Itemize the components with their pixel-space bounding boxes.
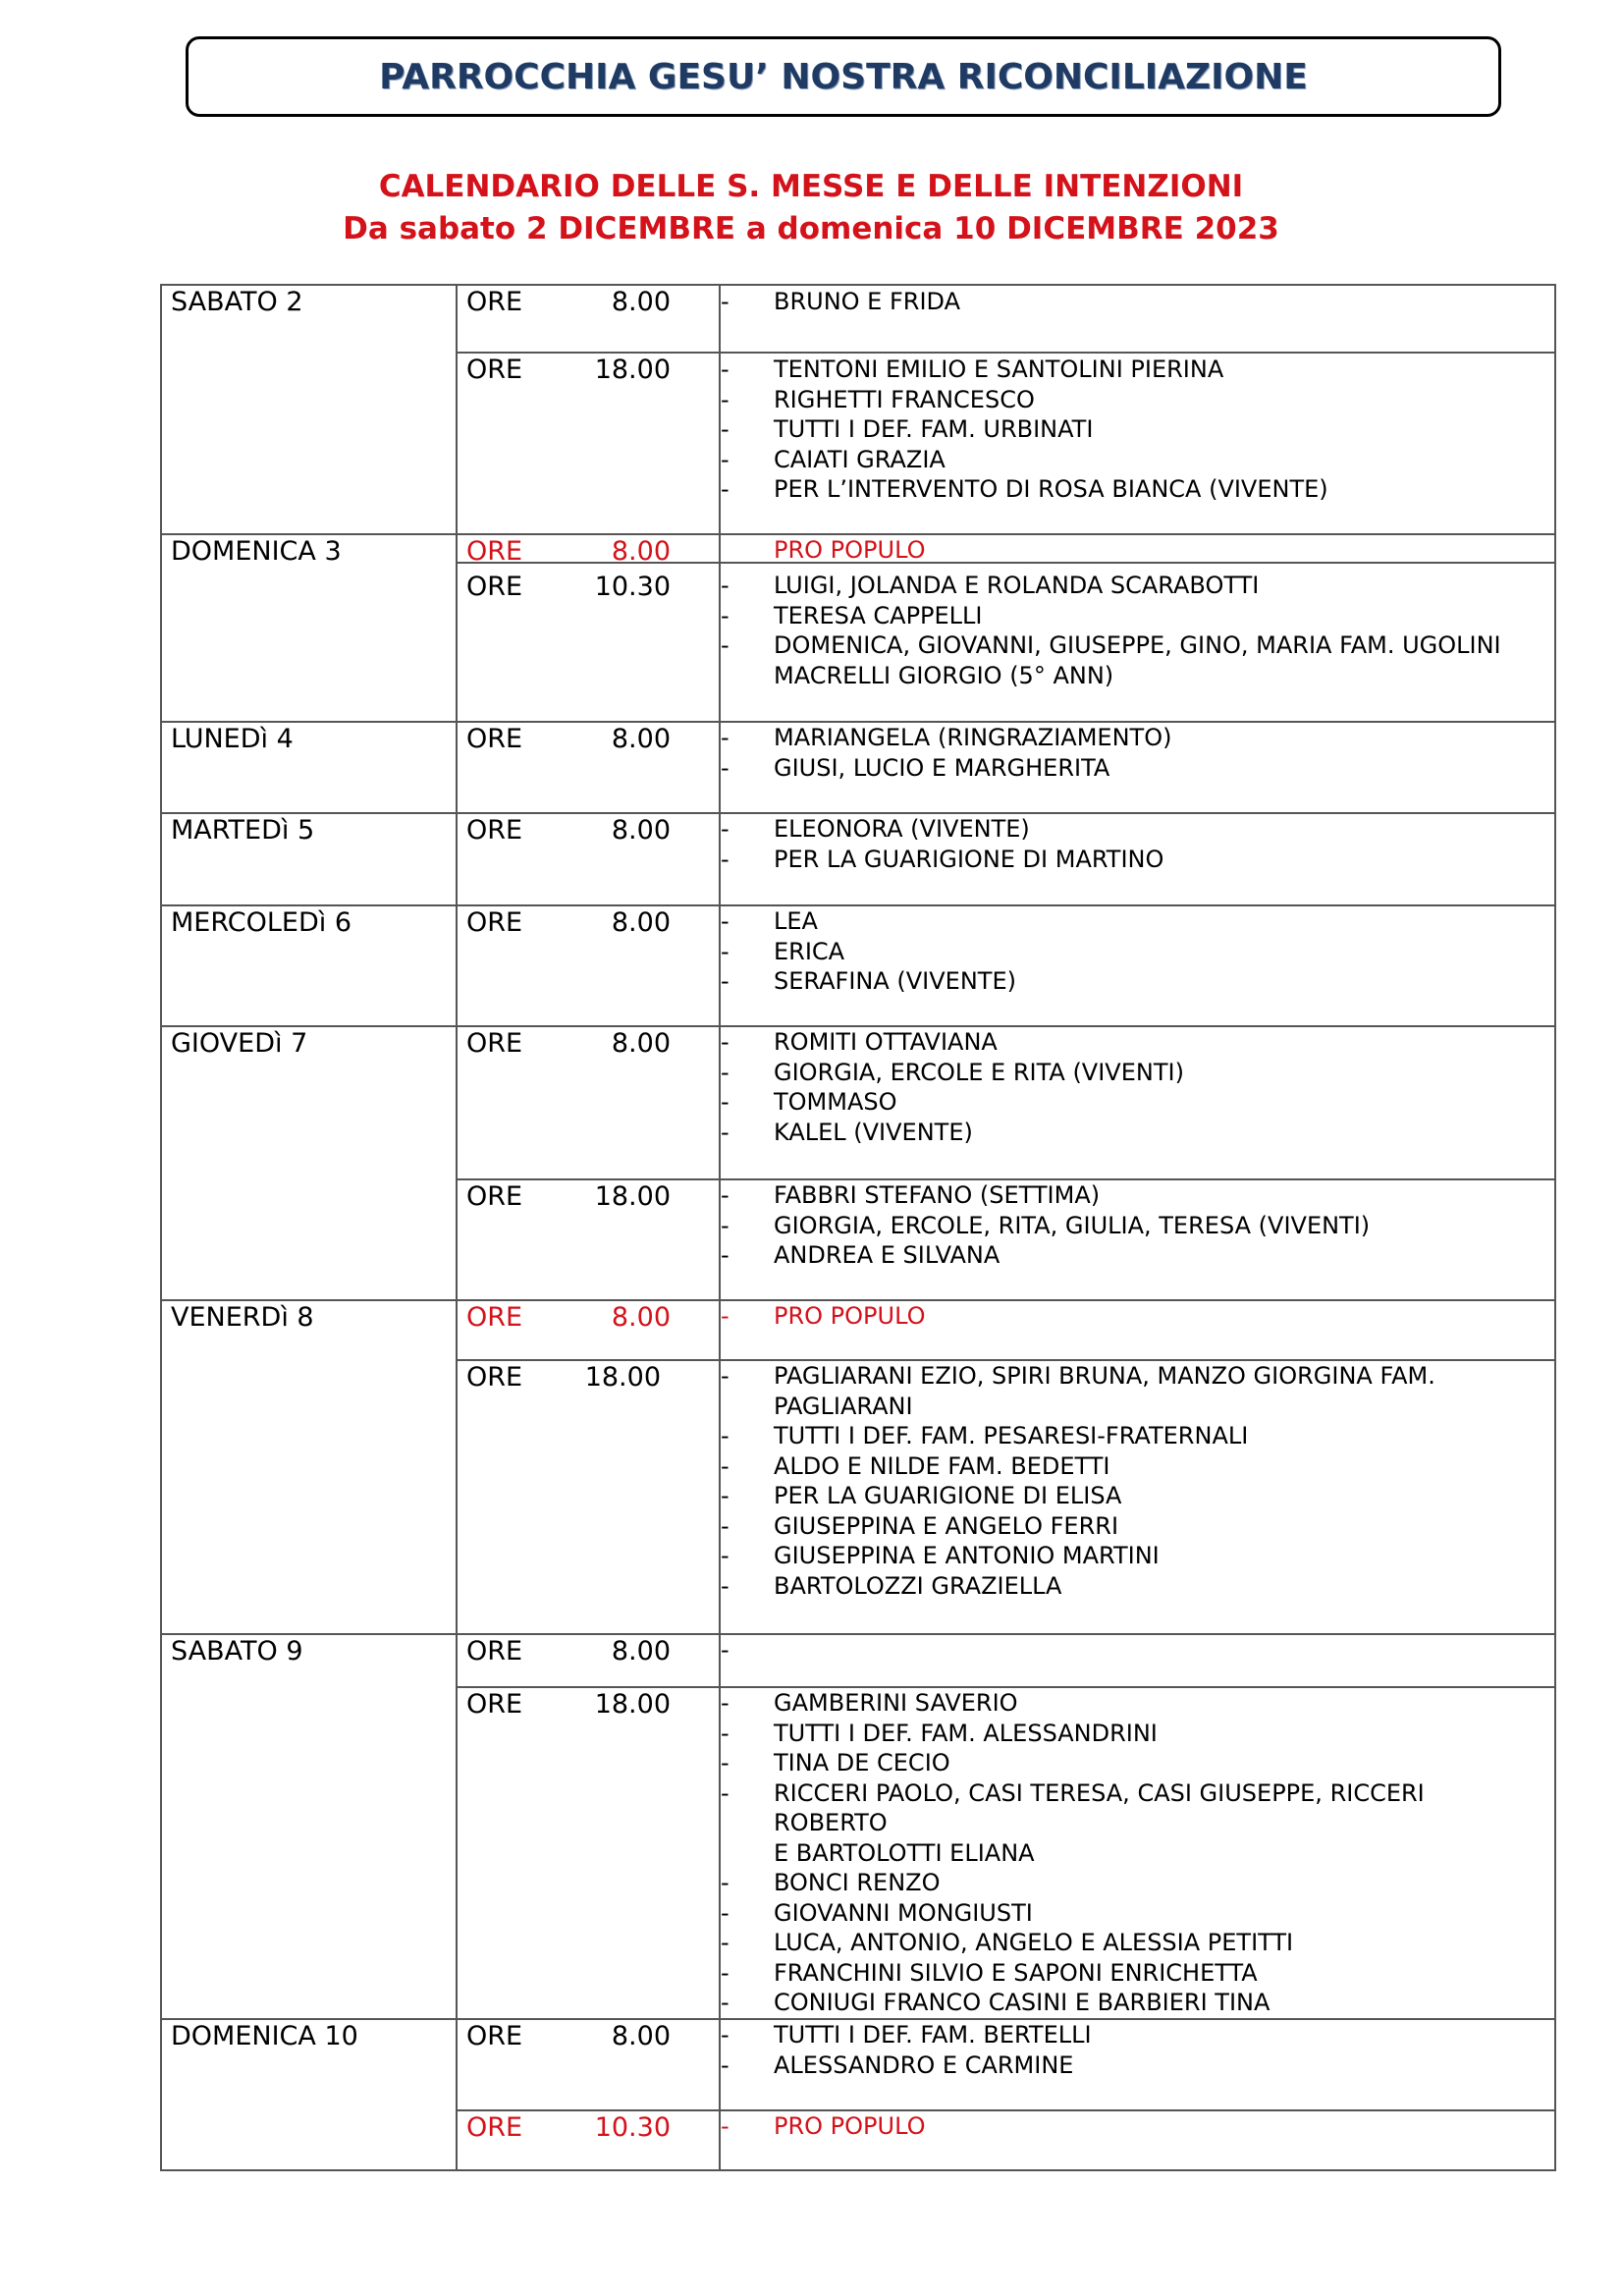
intention-item-continued: E BARTOLOTTI ELIANA — [774, 1838, 1035, 1867]
intention-item: - GIORGIA, ERCOLE E RITA (VIVENTI) — [721, 1058, 1184, 1086]
mass-time: 18.00 — [594, 355, 671, 385]
mass-time: 8.00 — [611, 1636, 671, 1667]
intentions-list — [721, 2111, 1545, 2142]
intention-item: - PER LA GUARIGIONE DI ELISA — [721, 1482, 1122, 1509]
intention-item: - GIUSEPPINA E ANTONIO MARTINI — [721, 1542, 1160, 1569]
ore-label: ORE — [466, 355, 523, 385]
ore-label: ORE — [466, 287, 523, 317]
intentions-list — [721, 906, 1545, 997]
day-label: MERCOLEDì 6 — [171, 907, 352, 938]
intention-item: - SERAFINA (VIVENTE) — [721, 967, 1016, 995]
intention-item: - MARIANGELA (RINGRAZIAMENTO) — [721, 724, 1172, 751]
intention-item: - — [721, 1636, 730, 1664]
intention-item: - ALDO E NILDE FAM. BEDETTI — [721, 1451, 1110, 1480]
intention-item: - BARTOLOZZI GRAZIELLA — [721, 1571, 1062, 1600]
intention-item: - TUTTI I DEF. FAM. PESARESI-FRATERNALI — [721, 1422, 1249, 1449]
intention-item: - TERESA CAPPELLI — [721, 601, 983, 629]
mass-time: 18.00 — [594, 1181, 671, 1212]
day-label: DOMENICA 10 — [171, 2021, 358, 2051]
ore-label: ORE — [466, 1028, 523, 1059]
ore-label: ORE — [466, 572, 523, 602]
intention-item: - GIORGIA, ERCOLE, RITA, GIULIA, TERESA (VIVENTI) — [721, 1211, 1371, 1239]
intention-item: - RIGHETTI FRANCESCO — [721, 385, 1035, 413]
intentions-list — [721, 814, 1545, 874]
intention-item: - GIOVANNI MONGIUSTI — [721, 1898, 1033, 1927]
ore-label: ORE — [466, 1689, 523, 1720]
intention-item-continued: PAGLIARANI — [774, 1392, 913, 1420]
mass-time: 8.00 — [611, 2021, 671, 2051]
column-divider-day — [456, 284, 458, 2171]
intentions-list — [721, 355, 1545, 505]
intention-item: - FRANCHINI SILVIO E SAPONI ENRICHETTA — [721, 1958, 1258, 1987]
intention-item: - LEA — [721, 907, 818, 935]
mass-time: 8.00 — [611, 724, 671, 754]
mass-time: 18.00 — [584, 1362, 661, 1393]
intention-item: - PRO POPULO — [721, 1302, 926, 1330]
mass-time: 10.30 — [594, 2112, 671, 2143]
ore-label: ORE — [466, 2021, 523, 2051]
intentions-list — [721, 1180, 1545, 1271]
mass-time: 8.00 — [611, 815, 671, 846]
intention-item: - CAIATI GRAZIA — [721, 445, 946, 473]
day-label: SABATO 2 — [171, 287, 303, 317]
intention-item: - DOMENICA, GIOVANNI, GIUSEPPE, GINO, MARIA FAM. UGOLINI — [721, 631, 1501, 659]
intentions-list — [721, 723, 1545, 783]
day-label: MARTEDì 5 — [171, 815, 315, 846]
parish-title: PARROCCHIA GESU’ NOSTRA RICONCILIAZIONE — [379, 56, 1308, 97]
intention-item: - KALEL (VIVENTE) — [721, 1118, 973, 1146]
ore-label: ORE — [466, 1636, 523, 1667]
ore-label: ORE — [466, 724, 523, 754]
intention-item: - GAMBERINI SAVERIO — [721, 1689, 1018, 1717]
intention-item: - TUTTI I DEF. FAM. URBINATI — [721, 415, 1094, 443]
ore-label: ORE — [466, 1181, 523, 1212]
intention-item: - LUIGI, JOLANDA E ROLANDA SCARABOTTI — [721, 572, 1260, 599]
intention-item: - TINA DE CECIO — [721, 1749, 950, 1777]
intention-item: - BRUNO E FRIDA — [721, 288, 961, 315]
intention-item: - TOMMASO — [721, 1088, 897, 1116]
intention-item: - ERICA — [721, 937, 845, 965]
day-label: SABATO 9 — [171, 1636, 303, 1667]
intention-item: - LUCA, ANTONIO, ANGELO E ALESSIA PETITTI — [721, 1929, 1294, 1956]
intention-item: - ROMITI OTTAVIANA — [721, 1028, 998, 1056]
intention-item: - ELEONORA (VIVENTE) — [721, 815, 1030, 843]
day-label: VENERDì 8 — [171, 1302, 314, 1333]
ore-label: ORE — [466, 1302, 523, 1333]
intention-item: - TUTTI I DEF. FAM. BERTELLI — [721, 2021, 1092, 2049]
intention-item: - CONIUGI FRANCO CASINI E BARBIERI TINA — [721, 1989, 1271, 2016]
intentions-list — [721, 1361, 1545, 1601]
intention-item: - GIUSI, LUCIO E MARGHERITA — [721, 753, 1110, 782]
intentions-list — [721, 1688, 1545, 2018]
table-border-bottom — [160, 2169, 1556, 2171]
intentions-list — [721, 571, 1545, 690]
intention-item: PRO POPULO — [774, 536, 926, 564]
intentions-list — [721, 2020, 1545, 2080]
intention-item: MACRELLI GIORGIO (5° ANN) — [774, 661, 1114, 689]
ore-label: ORE — [466, 536, 523, 567]
table-border-top — [160, 284, 1556, 286]
ore-label: ORE — [466, 907, 523, 938]
intention-item: - PRO POPULO — [721, 2112, 926, 2140]
intention-item: - RICCERI PAOLO, CASI TERESA, CASI GIUSEPPE, RICCERI ROBERTO — [721, 1778, 1425, 1836]
intention-item: - PAGLIARANI EZIO, SPIRI BRUNA, MANZO GIORGINA FAM. — [721, 1362, 1435, 1390]
mass-time: 18.00 — [594, 1689, 671, 1720]
intention-item: - BONCI RENZO — [721, 1869, 941, 1896]
mass-time: 8.00 — [611, 907, 671, 938]
parish-header-box — [186, 36, 1501, 117]
mass-time: 8.00 — [611, 287, 671, 317]
day-label: LUNEDì 4 — [171, 724, 294, 754]
mass-time: 8.00 — [611, 1302, 671, 1333]
mass-schedule-table — [160, 284, 1556, 2171]
table-border-right — [1554, 284, 1556, 2171]
day-label: GIOVEDì 7 — [171, 1028, 308, 1059]
intention-item: - PER LA GUARIGIONE DI MARTINO — [721, 845, 1164, 873]
mass-time: 10.30 — [594, 572, 671, 602]
calendar-title: CALENDARIO DELLE S. MESSE E DELLE INTENZIONI — [378, 169, 1244, 204]
intentions-list — [721, 1635, 1545, 1666]
ore-label: ORE — [466, 815, 523, 846]
intention-item: - FABBRI STEFANO (SETTIMA) — [721, 1181, 1101, 1209]
ore-label: ORE — [466, 1362, 523, 1393]
mass-separator — [456, 352, 1556, 354]
intention-item: - TUTTI I DEF. FAM. ALESSANDRINI — [721, 1719, 1158, 1747]
intention-item: - TENTONI EMILIO E SANTOLINI PIERINA — [721, 355, 1224, 383]
day-label: DOMENICA 3 — [171, 536, 342, 567]
intention-item: - PER L’INTERVENTO DI ROSA BIANCA (VIVENTE) — [721, 475, 1328, 503]
table-border-left — [160, 284, 162, 2171]
mass-time: 8.00 — [611, 536, 671, 567]
calendar-date-range: Da sabato 2 DICEMBRE a domenica 10 DICEMBRE 2023 — [343, 211, 1279, 246]
mass-time: 8.00 — [611, 1028, 671, 1059]
intention-item: - ALESSANDRO E CARMINE — [721, 2050, 1074, 2079]
intention-item: - ANDREA E SILVANA — [721, 1241, 1000, 1269]
intentions-list — [721, 535, 1545, 566]
ore-label: ORE — [466, 2112, 523, 2143]
intentions-list — [721, 287, 1545, 317]
intentions-list — [721, 1301, 1545, 1332]
intention-item: - GIUSEPPINA E ANGELO FERRI — [721, 1511, 1119, 1540]
intentions-list — [721, 1027, 1545, 1147]
